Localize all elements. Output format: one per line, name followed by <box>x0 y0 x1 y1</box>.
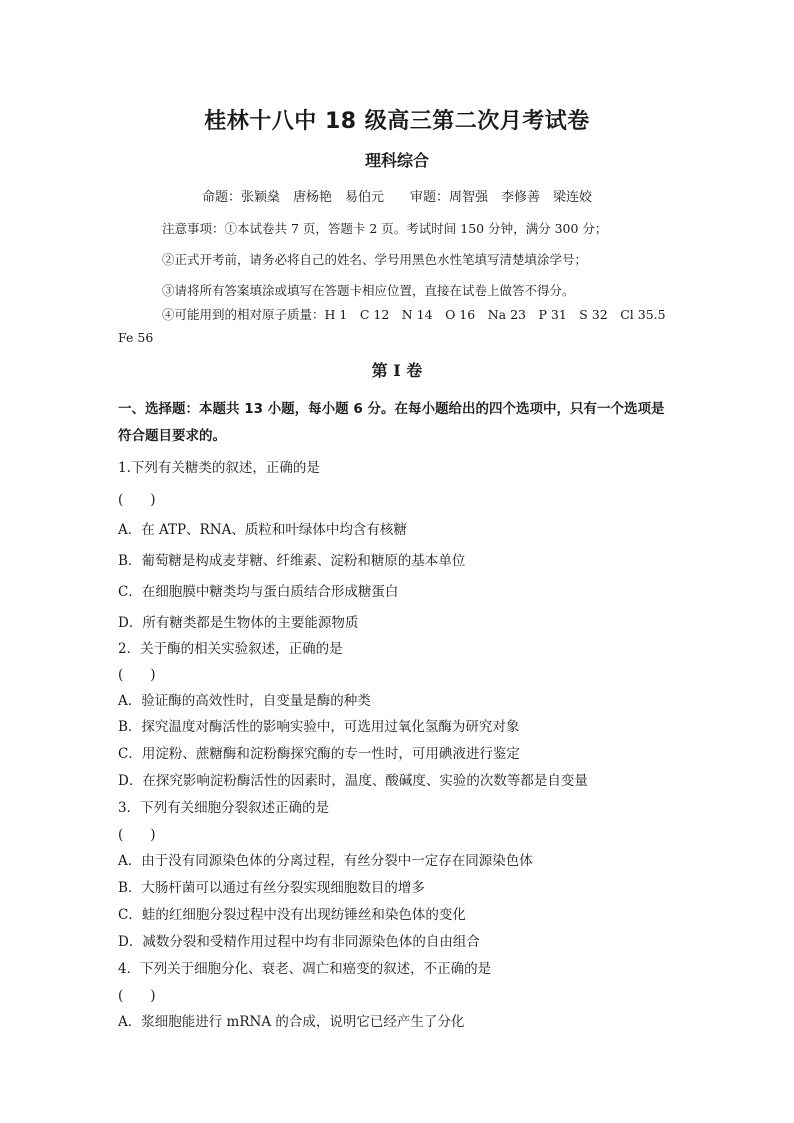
answer-paren: ( ) <box>118 492 156 508</box>
notice-line: ②正式开考前，请务必将自己的姓名、学号用黑色水性笔填写清楚填涂学号； <box>162 252 588 267</box>
instruction-line: 符合题目要求的。 <box>118 428 226 444</box>
option-line: D．所有糖类都是生物体的主要能源物质 <box>118 615 359 631</box>
option-line: D．减数分裂和受精作用过程中均有非同源染色体的自由组合 <box>118 934 480 950</box>
option-line: A．浆细胞能进行 mRNA 的合成，说明它已经产生了分化 <box>118 1014 465 1030</box>
option-line: C．用淀粉、蔗糖酶和淀粉酶探究酶的专一性时，可用碘液进行鉴定 <box>118 746 520 762</box>
option-line: B．大肠杆菌可以通过有丝分裂实现细胞数目的增多 <box>118 880 425 896</box>
option-line: B．探究温度对酶活性的影响实验中，可选用过氧化氢酶为研究对象 <box>118 719 520 735</box>
question-stem: 1.下列有关糖类的叙述，正确的是 <box>118 460 320 476</box>
notice-line: ④可能用到的相对原子质量：H 1 C 12 N 14 O 16 Na 23 P 31 S 32 Cl 35.5 <box>162 307 666 322</box>
answer-paren: ( ) <box>118 827 156 843</box>
exam-authors: 命题：张颖燊 唐杨艳 易伯元 审题：周智强 李修善 梁连姣 <box>201 190 592 205</box>
option-line: C．在细胞膜中糖类均与蛋白质结合形成糖蛋白 <box>118 584 399 600</box>
option-line: A．在 ATP、RNA、质粒和叶绿体中均含有核糖 <box>118 522 407 538</box>
option-line: D．在探究影响淀粉酶活性的因素时，温度、酸碱度、实验的次数等都是自变量 <box>118 773 588 789</box>
option-line: A．验证酶的高效性时，自变量是酶的种类 <box>118 693 371 709</box>
question-stem: 3．下列有关细胞分裂叙述正确的是 <box>118 800 330 816</box>
exam-subtitle: 理科综合 <box>364 151 429 170</box>
notice-line: Fe 56 <box>118 330 154 345</box>
section-title: 第 I 卷 <box>371 361 423 380</box>
answer-paren: ( ) <box>118 988 156 1004</box>
question-stem: 2．关于酶的相关实验叙述，正确的是 <box>118 641 343 657</box>
instruction-line: 一、选择题：本题共 13 小题，每小题 6 分。在每小题给出的四个选项中，只有一个选项是 <box>118 401 665 417</box>
exam-title: 桂林十八中 18 级高三第二次月考试卷 <box>204 109 590 134</box>
notice-line: ③请将所有答案填涂或填写在答题卡相应位置，直接在试卷上做答不得分。 <box>162 283 575 298</box>
option-line: C．蛙的红细胞分裂过程中没有出现纺锤丝和染色体的变化 <box>118 907 466 923</box>
option-line: B．葡萄糖是构成麦芽糖、纤维素、淀粉和糖原的基本单位 <box>118 553 466 569</box>
question-stem: 4．下列关于细胞分化、衰老、凋亡和癌变的叙述，不正确的是 <box>118 961 492 977</box>
answer-paren: ( ) <box>118 667 156 683</box>
notice-line: 注意事项：①本试卷共 7 页，答题卡 2 页。考试时间 150 分钟，满分 300 分； <box>162 221 608 236</box>
option-line: A．由于没有同源染色体的分离过程，有丝分裂中一定存在同源染色体 <box>118 853 533 869</box>
